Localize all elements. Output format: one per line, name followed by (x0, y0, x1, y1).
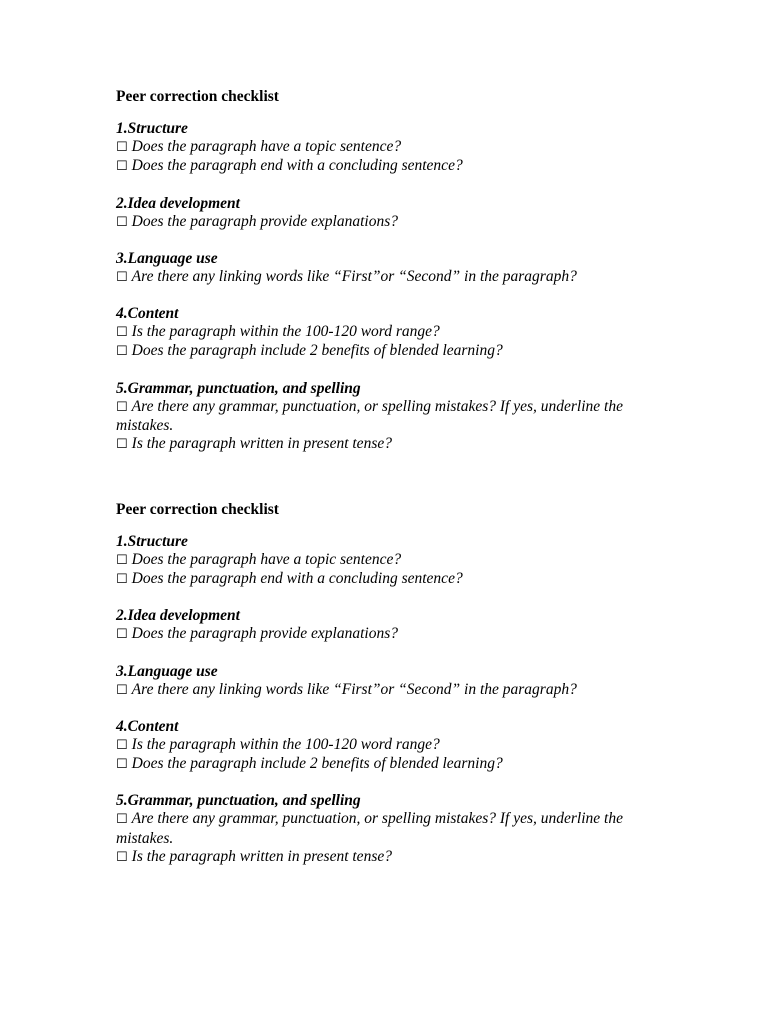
checklist-item (116, 736, 676, 755)
checklist-item (116, 435, 676, 454)
item-text: Does the paragraph end with a concluding sentence? (131, 157, 463, 175)
checkbox-icon[interactable]: ☐ (116, 757, 128, 773)
item-text: Are there any linking words like “First”or “Second” in the paragraph? (131, 680, 577, 698)
checkbox-icon[interactable]: ☐ (116, 571, 128, 587)
checkbox-icon[interactable]: ☐ (116, 214, 128, 230)
section-grammar (116, 380, 676, 455)
checklist (116, 500, 676, 868)
document-page (116, 87, 676, 867)
checkbox-icon[interactable]: ☐ (116, 399, 128, 415)
item-text: Is the paragraph within the 100-120 word range? (131, 735, 440, 753)
section-structure (116, 533, 676, 590)
item-text: Does the paragraph provide explanations? (131, 212, 398, 230)
section-idea-development (116, 607, 676, 644)
checklist-item (116, 570, 676, 589)
item-text: Is the paragraph within the 100-120 word range? (131, 323, 440, 341)
section-heading: 2.Idea development (116, 194, 240, 212)
section-heading: 3.Language use (116, 249, 218, 267)
section-heading: 1.Structure (116, 120, 188, 137)
section-heading: 4.Content (116, 305, 179, 323)
checkbox-icon[interactable]: ☐ (116, 812, 128, 828)
checklist-item (116, 848, 676, 867)
item-text: Does the paragraph have a topic sentence? (131, 550, 402, 568)
checklist-item (116, 398, 676, 436)
section-language-use (116, 663, 676, 700)
section-heading: 4.Content (116, 717, 179, 735)
checklist-title: Peer correction checklist (116, 500, 279, 518)
checklist-item (116, 755, 676, 774)
section-heading: 5.Grammar, punctuation, and spelling (116, 792, 361, 810)
section-heading: 2.Idea development (116, 607, 240, 625)
item-text: Are there any grammar, punctuation, or spelling mistakes? If yes, underline the mistakes. (116, 397, 623, 435)
item-text: Are there any linking words like “First”or “Second” in the paragraph? (131, 267, 577, 285)
checkbox-icon[interactable]: ☐ (116, 159, 128, 175)
checklist-item (116, 213, 676, 232)
checkbox-icon[interactable]: ☐ (116, 552, 128, 568)
checklist-item (116, 157, 676, 176)
section-language-use (116, 250, 676, 287)
checkbox-icon[interactable]: ☐ (116, 850, 128, 866)
checklist (116, 87, 676, 455)
checkbox-icon[interactable]: ☐ (116, 269, 128, 285)
section-heading: 1.Structure (116, 532, 188, 550)
section-heading: 5.Grammar, punctuation, and spelling (116, 379, 361, 397)
section-grammar (116, 792, 676, 867)
checklist-item (116, 625, 676, 644)
item-text: Does the paragraph provide explanations? (131, 625, 398, 643)
checklist-item (116, 323, 676, 342)
item-text: Is the paragraph written in present tense? (131, 848, 392, 866)
checklist-title: Peer correction checklist (116, 88, 279, 105)
checklist-item (116, 138, 676, 157)
checkbox-icon[interactable]: ☐ (116, 737, 128, 753)
item-text: Does the paragraph end with a concluding sentence? (131, 569, 463, 587)
section-content (116, 305, 676, 362)
section-structure (116, 120, 676, 177)
checkbox-icon[interactable]: ☐ (116, 682, 128, 698)
item-text: Are there any grammar, punctuation, or spelling mistakes? If yes, underline the mistakes. (116, 810, 623, 847)
checkbox-icon[interactable]: ☐ (116, 437, 128, 453)
section-content (116, 718, 676, 775)
checkbox-icon[interactable]: ☐ (116, 140, 128, 155)
item-text: Does the paragraph have a topic sentence? (131, 138, 402, 155)
section-idea-development (116, 195, 676, 232)
item-text: Does the paragraph include 2 benefits of blended learning? (131, 755, 503, 773)
checkbox-icon[interactable]: ☐ (116, 627, 128, 643)
item-text: Is the paragraph written in present tense? (131, 435, 392, 453)
checklist-item (116, 268, 676, 287)
section-heading: 3.Language use (116, 662, 218, 680)
checklist-item (116, 681, 676, 700)
checklist-item (116, 551, 676, 570)
checklist-item (116, 342, 676, 361)
checkbox-icon[interactable]: ☐ (116, 344, 128, 360)
checklist-item (116, 810, 676, 848)
checkbox-icon[interactable]: ☐ (116, 325, 128, 341)
item-text: Does the paragraph include 2 benefits of blended learning? (131, 342, 503, 360)
